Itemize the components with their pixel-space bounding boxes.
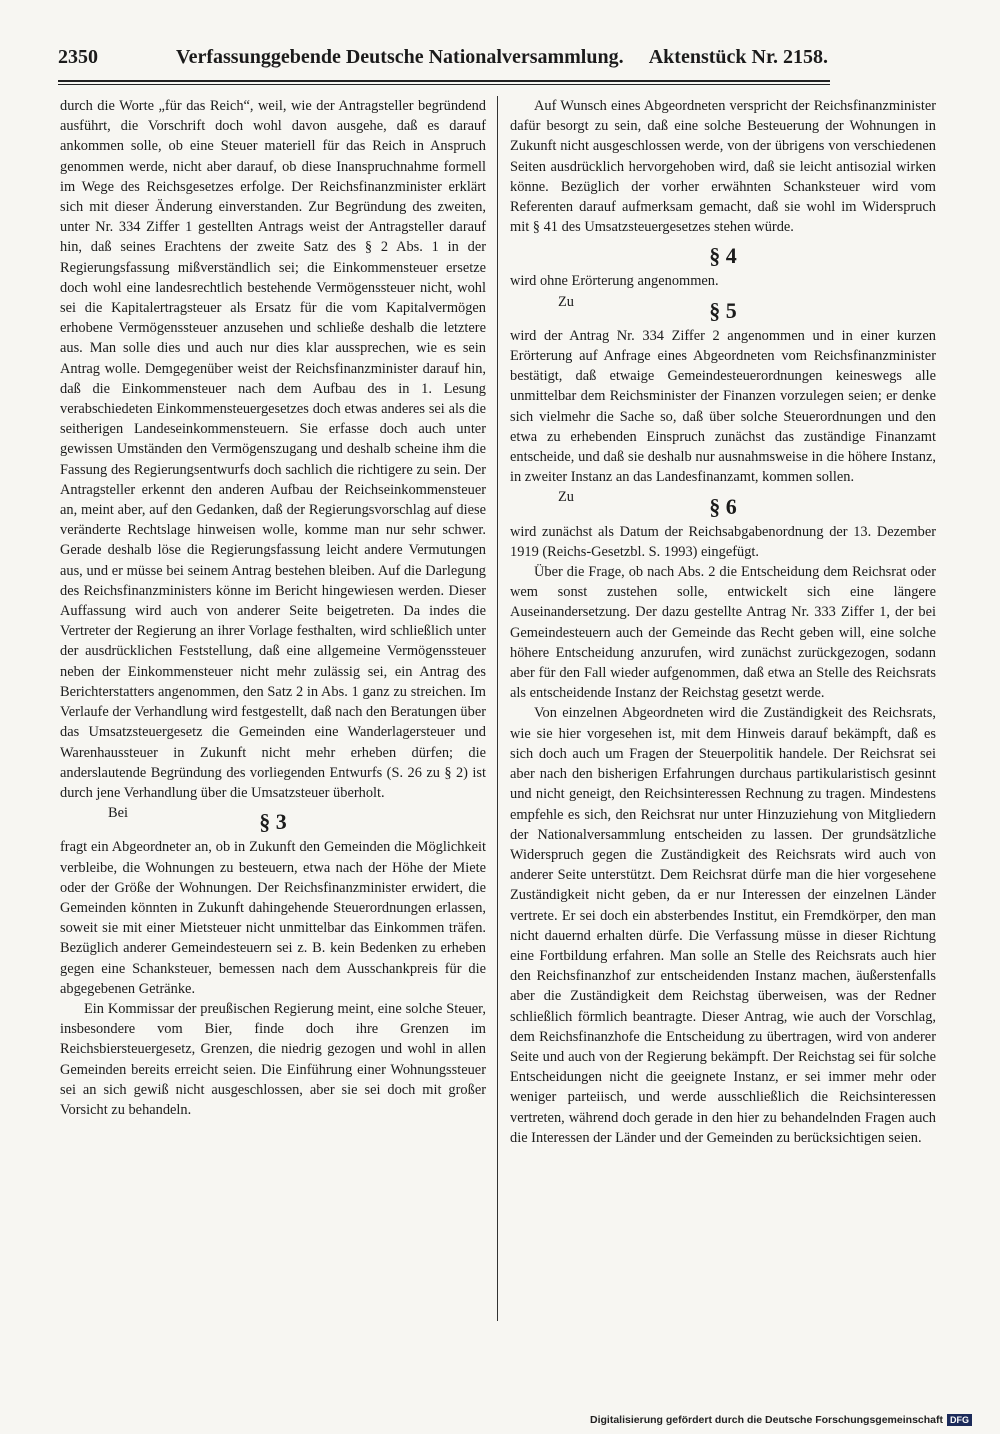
left-column <box>60 96 486 1120</box>
section-heading: § 5 <box>709 297 737 323</box>
paragraph: durch die Worte „für das Reich“, weil, wie der Antragsteller begründend ausführt, die Vorschrift doch wohl davon ausgehe, daß es darauf ankommen solle, ob eine Steuer materiell für das Reich in Anspruch genommen werde, nicht aber darauf, ob diese Inanspruchnahme formell im Wege des Reichsgesetzes erfolge. Der Reichsfinanzminister erklärt sich mit dieser Änderung einverstanden. Zur Begründung des zweiten, unter Nr. 334 Ziffer 1 gestellten Antrags weist der Antragsteller darauf hin, daß seines Erachtens der zweite Satz des § 2 Abs. 1 in der Regierungsfassung mißverständlich sei; die Einkommensteuer ersetze doch wohl eine landesrechtlich bestehende Vermögenssteuer nicht, wohl sei die Kapitalertragsteuer als Ersatz für die vom Kapitalvermögen erhobene Vermögenssteuer anzusehen und schließe deshalb die letztere aus. Man solle dies und auch nur dies klar aussprechen, wie es sein Antrag wolle. Demgegenüber weist der Reichsfinanzminister darauf hin, daß die Einkommensteuer nach dem Aufbau des in 1. Lesung verabschiedeten Einkommensteuergesetzes doch etwas anderes sei als die seitherigen Landeseinkommensteuern. Sie erfasse doch auch unter gewissen Umständen den Vermögenszugang und deshalb scheine ihm die Fassung des Regierungsentwurfs doch sachlich die richtigere zu sein. Der Antragsteller erkennt den anderen Aufbau der Reichseinkommensteuer an, meint aber, auf den Gedanken, daß der Regierungsvorschlag auf diese veränderte Rechtslage hinweisen wolle, komme man nur sehr schwer. Gerade deshalb löse die Regierungsfassung leicht andere Vermutungen aus, und er müsse bei seinem Antrag bestehen bleiben. Auf die Darlegung des Reichsfinanzministers könne im Bericht hingewiesen werden. Dieser Auffassung wird auch von anderer Seite beigetreten. Da indes die Vertreter der Regierung an ihrer Vorlage festhalten, wird schließlich unter der ausdrücklichen Feststellung, daß eine allgemeine Vermögenssteuer neben der Einkommensteuer nicht mehr zulässig sei, ein Antrag des Berichterstatters angenommen, den Satz 2 in Abs. 1 ganz zu streichen. Im Verlaufe der Verhandlung wird festgestellt, daß nach den Beratungen über das Umsatzsteuergesetz die Gemeinden eine Wanderlagersteuer und Warenhaussteuer in Zukunft nicht mehr erheben dürfen; die anderslautende Begründung des vorliegenden Entwurfs (S. 26 zu § 2) ist durch jene Verhandlung über die Umsatzsteuer überholt. <box>60 98 486 801</box>
digitization-credit <box>590 1414 972 1426</box>
section-heading: § 3 <box>259 809 287 835</box>
paragraph: Von einzelnen Abgeordneten wird die Zuständigkeit des Reichsrats, wie sie hier vorgesehen ist, mit dem Hinweis darauf bekämpft, daß es sich doch auch um Fragen der Steuerpolitik handele. Der Reichsrat sei aber nach den bisherigen Erfahrungen durchaus partikularistisch gesinnt und nicht geneigt, den Reichsinteressen Rechnung zu tragen. Mindestens empfehle es sich, den Reichsrat nur unter Hinzuziehung von Mitgliedern der Nationalversammlung entscheiden zu lassen. Der grundsätzliche Widerspruch gegen die Zuständigkeit des Reichsrats wird auch von anderer Seite unterstützt. Dem Reichsrat dürfe man die hier vorgesehene Zuständigkeit nicht geben, da er nur Interessen der einzelnen Länder vertrete. Er sei doch ein absterbendes Institut, ein Fremdkörper, den man nicht dauernd erhalten dürfe. Die Verfassung müsse in dieser Richtung eine Fortbildung erfahren. Man solle an Stelle des Reichsrats auch hier den Reichsfinanzhof zur entscheidenden Instanz machen, äußerstenfalls aber die Zuständigkeit dem Reichstag überweisen, was der Redner schließlich förmlich beantragte. Dieser Antrag, wie auch der Vorschlag, dem Reichsfinanzhofe die Entscheidung zu übertragen, wird von anderer Seite und auch von der Regierung bekämpft. Der Reichstag sei für solche Entscheidungen nicht die geeignete Instanz, er sei immer mehr oder weniger parteiisch, und werde ausschließlich die Reichsinteressen vertreten, während doch gerade in den hier zu behandelnden Fragen auch die Interessen der Länder und der Gemeinden zu berücksichtigen seien. <box>510 705 936 1146</box>
paragraph: wird der Antrag Nr. 334 Ziffer 2 angenommen und in einer kurzen Erörterung auf Anfrage eines Abgeordneten vom Reichsfinanzminister bestätigt, daß etwaige Gemeindesteuerordnungen keineswegs alle unmittelbar dem Reichsminister der Finanzen vorzulegen seien; er denke sich vielmehr die Sache so, daß über solche Steuerordnungen und den etwa zu erhebenden Einspruch zunächst das zuständige Finanzamt entscheide, und daß sie deshalb nur ausnahmsweise in die höhere Instanz, in zweiter Instanz an das Landesfinanzamt, kommen sollen. <box>510 327 936 486</box>
paragraph: Auf Wunsch eines Abgeordneten verspricht der Reichsfinanzminister dafür besorgt zu sein, daß eine solche Besteuerung der Wohnungen in Zukunft nicht ausgeschlossen werde, von der übrigens von verschiedenen Seiten ausdrücklich hervorgehoben wird, daß sie leicht antisozial wirken könne. Bezüglich der vorher erwähnten Schanksteuer wird vom Referenten darauf aufmerksam gemacht, daß sie wohl im Widerspruch mit § 41 des Umsatzsteuergesetzes stehen würde. <box>510 98 936 236</box>
section-heading: § 6 <box>709 493 737 519</box>
paragraph: wird ohne Erörterung angenommen. <box>510 273 719 290</box>
paragraph: fragt ein Abgeordneter an, ob in Zukunft den Gemeinden die Möglichkeit verbleibe, die Wohnungen zu besteuern, etwa nach der Höhe der Miete oder der Größe der Wohnungen. Der Reichsfinanzminister erwidert, die Gemeinden könnten in Zukunft dahingehende Steuerordnungen erlassen, soweit sie mit einer Mietsteuer nicht unmittelbar das Einkommen träfen. Bezüglich anderer Gemeindesteuern sei z. B. kein Bedenken zu erheben gegen eine Schanksteuer, bemessen nach dem Ausschankpreis für die abgegebenen Getränke. <box>60 839 486 997</box>
section-heading: § 4 <box>709 243 737 269</box>
paragraph: Ein Kommissar der preußischen Regierung meint, eine solche Steuer, insbesondere vom Bier, finde doch ihre Grenzen im Reichsbiersteuergesetz, Grenzen, die niedrig gezogen und wohl in allen Gemeinden bereits erreicht seien. Die Einführung einer Wohnungssteuer sei an sich gewiß nicht ausgeschlossen, aber sie sei doch mit großer Vorsicht zu behandeln. <box>60 1000 486 1118</box>
document-reference: Aktenstück Nr. 2158. <box>648 46 828 68</box>
credit-text: Digitalisierung gefördert durch die Deutsche Forschungsgemeinschaft <box>590 1414 943 1426</box>
column-divider <box>497 96 498 1321</box>
right-column <box>510 96 936 1148</box>
page-title: Verfassunggebende Deutsche Nationalversammlung. <box>176 46 624 68</box>
paragraph: wird zunächst als Datum der Reichsabgabenordnung der 13. Dezember 1919 (Reichs-Gesetzbl. S. 1993) eingefügt. <box>510 523 936 560</box>
page-number: 2350 <box>58 46 98 68</box>
header-rule <box>58 80 830 85</box>
page-header <box>58 46 828 74</box>
section-lead-word: Zu <box>558 293 574 310</box>
dfg-logo: DFG <box>947 1414 972 1426</box>
section-lead-word: Zu <box>558 489 574 506</box>
paragraph: Über die Frage, ob nach Abs. 2 die Entscheidung dem Reichsrat oder wem sonst zustehen solle, entwickelt sich eine längere Auseinandersetzung. Der dazu gestellte Antrag Nr. 333 Ziffer 1, der bei Gemeindesteuern auch der Gemeinde das Recht geben will, eine solche höhere Entscheidung anzurufen, wird zunächst zurückgezogen, sodann aber für den Fall wieder aufgenommen, daß etwa an Stelle des Reichsrats als entscheidende Instanz der Reichstag gesetzt werde. <box>510 564 936 702</box>
section-lead-word: Bei <box>108 805 128 822</box>
